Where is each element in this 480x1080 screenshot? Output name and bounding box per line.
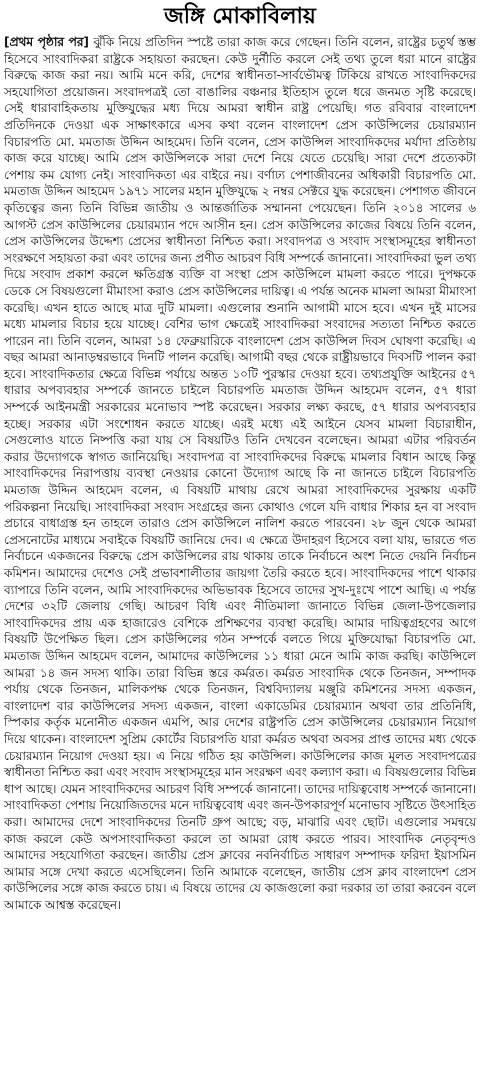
continuation-label: প্রথম পৃষ্ঠার পর	[9, 34, 84, 49]
article-headline: জঙ্গি মোকাবিলায়	[164, 4, 316, 29]
continuation-close-bracket: ]	[83, 35, 94, 49]
continuation-open-bracket: [	[4, 35, 10, 49]
article-paragraph: ঝুঁকি নিয়ে প্রতিদিন স্পষ্টে তারা কাজ করে গেছেন। তিনি বলেন, রাষ্ট্রের চতুর্থ স্তম্ভ হিসেবে সাংবাদিকরা রাষ্ট্রকে সহায়তা করছেন। কেউ দুর্নীতি করলে সেই তথ্য তুলে ধরা মানে রাষ্ট্রের বিরুদ্ধে কাজ করা নয়। আমি মনে করি, দেশের স্বাধীনতা-সার্বভৌমত্ব টিকিয়ে রাখতে সাংবাদিকদের সহযোগিতা প্রয়োজন। সংবাদপত্রই তো বাঙালির বঞ্চনার ইতিহাস তুলে ধরে জনমত সৃষ্টি করেছে। সেই ধারাবাহিকতায় মুক্তিযুদ্ধের মধ্য দিয়ে আমরা স্বাধীন রাষ্ট্র পেয়েছি। গত রবিবার বাংলাদেশ প্রতিদিনকে দেওয়া এক সাক্ষাৎকারে এসব কথা বলেন বাংলাদেশ প্রেস কাউন্সিলের চেয়ারম্যান বিচারপতি মো. মমতাজ উদ্দিন আহমেদ। তিনি বলেন, প্রেস কাউন্সিল সাংবাদিকদের মর্যাদা প্রতিষ্ঠায় কাজ করে যাচ্ছে। আমি প্রেস কাউন্সিলকে সারা দেশে নিয়ে যেতে চেয়েছি। সারা দেশে প্রত্যেকটা পেশায় কম যোগ্য নেই। সাংবাদিকতা এর বাইরে নয়। বর্ণাঢ্য পেশাজীবনের অধিকারী বিচারপতি মো. মমতাজ উদ্দিন আহমেদ ১৯৭১ সালের মহান মুক্তিযুদ্ধে ২ নম্বর সেক্টরে যুদ্ধ করেছেন। পেশাগত জীবনে কৃতিত্বের জন্য তিনি বিভিন্ন জাতীয় ও আন্তর্জাতিক সম্মাননা পেয়েছেন। তিনি ২০১৪ সালের ৬ আগস্ট প্রেস কাউন্সিলের চেয়ারম্যান পদে আসীন হন। প্রেস কাউন্সিলের কাজের বিষয়ে তিনি বলেন, প্রেস কাউন্সিলের উদ্দেশ্য প্রেসের স্বাধীনতা নিশ্চিত করা। সংবাদপত্র ও সংবাদ সংস্থাসমূহের স্বাধীনতা সংরক্ষণে সহায়তা করা এবং তাদের জন্য প্রণীত আচরণ বিধি সম্পর্কে জানানো। সাংবাদিকরা ভুল তথ্য দিয়ে সংবাদ প্রকাশ করলে ক্ষতিগ্রস্ত ব্যক্তি বা সংস্থা প্রেস কাউন্সিলে মামলা করতে পারে। দুপক্ষকে ডেকে সে বিষয়গুলো মীমাংসা করাও প্রেস কাউন্সিলের দায়িত্ব। এ পর্যন্ত অনেক মামলা আমরা মীমাংসা করেছি। এখন হাতে আছে মাত্র দুটি মামলা। এগুলোর শুনানি আগামী মাসে হবে। এখন দুই মাসের মধ্যে মামলার বিচার হয়ে যাচ্ছে। বেশির ভাগ ক্ষেত্রেই সাংবাদিকরা সংবাদের সত্যতা নিশ্চিত করতে পারেন না। তিনি বলেন, আমরা ১৪ ফেব্রুয়ারিকে বাংলাদেশ প্রেস কাউন্সিল দিবস ঘোষণা করেছি। এ বছর আমরা আনাড়ম্বরভাবে দিনটি পালন করেছি। আগামী বছর থেকে রাষ্ট্রীয়ভাবে দিবসটি পালন করা হবে। সাংবাদিকতার ক্ষেত্রে বিভিন্ন পর্যায়ে অন্তত ১০টি পুরস্কার দেওয়া হবে। তথ্যপ্রযুক্তি আইনের ৫৭ ধারার অপব্যবহার সম্পর্কে জানতে চাইলে বিচারপতি মমতাজ উদ্দিন আহমেদ বলেন, ৫৭ ধারা সম্পর্কে আইনমন্ত্রী সরকারের মনোভাব স্পষ্ট করেছেন। সরকার লক্ষ্য করছে, ৫৭ ধারার অপব্যবহার হচ্ছে। সরকার এটা সংশোধন করতে যাচ্ছে। এরই মধ্যে এই আইনে যেসব মামলা বিচারাধীন, সেগুলোও যাতে নিষ্পত্তি করা যায় সে বিষয়টিও তিনি দেখবেন বলেছেন। আমরা এটার পরিবর্তন করার উদ্যোগকে স্বাগত জানিয়েছি। সংবাদপত্র বা সাংবাদিকদের বিরুদ্ধে মামলার বিধান আছে কিন্তু সাংবাদিকদের নিরাপত্তায় ব্যবস্থা নেওয়ার কোনো উদ্যোগ আছে কি না জানতে চাইলে বিচারপতি মমতাজ উদ্দিন আহমেদ বলেন, এ বিষয়টি মাথায় রেখে আমরা সাংবাদিকদের সুরক্ষায় একটি পরিকল্পনা নিয়েছি। সাংবাদিকরা সংবাদ সংগ্রহের জন্য কোথাও গেলে যদি বাধার শিকার হন বা সংবাদ প্রচারে বাধাগ্রস্ত হন তাহলে তারাও প্রেস কাউন্সিলে নালিশ করতে পারবেন। ২৮ জুন থেকে আমরা প্রেসনোটের মাধ্যমে সবাইকে বিষয়টি জানিয়ে দেব। এ ক্ষেত্রে উদাহরণ হিসেবে বলা যায়, ভারতে গত নির্বাচনে একজনের বিরুদ্ধে প্রেস কাউন্সিলের রায় থাকায় তাকে নির্বাচনে অংশ নিতে দেয়নি নির্বাচন কমিশন। আমাদের দেশেও সেই প্রভাবশালীতার জায়গা তৈরি করতে হবে। সাংবাদিকদের পাশে থাকার ব্যাপারে তিনি বলেন, আমি সাংবাদিকদের অভিভাবক হিসেবে তাদের সুখ-দুঃখে পাশে আছি। এ পর্যন্ত দেশের ৩২টি জেলায় গেছি। আচরণ বিধি এবং নীতিমালা জানাতে বিভিন্ন জেলা-উপজেলার সাংবাদিকদের প্রায় এক হাজারেও বেশিকে প্রশিক্ষণের ব্যবস্থা করেছি। আমার দায়িত্বগ্রহণের আগে বিষয়টি উপেক্ষিত ছিল। প্রেস কাউন্সিলের গঠন সম্পর্কে বলতে গিয়ে মুক্তিযোদ্ধা বিচারপতি মো. মমতাজ উদ্দিন আহমেদ বলেন, আমাদের কাউন্সিলের ১১ ধারা মেনে আমি কাজ করছি। কাউন্সিলে আমরা ১৪ জন সদস্য থাকি। তারা বিভিন্ন স্তরে কর্মরত। কর্মরত সাংবাদিক থেকে তিনজন, সম্পাদক পর্যায় থেকে তিনজন, মালিকপক্ষ থেকে তিনজন, বিশ্ববিদ্যালয় মঞ্জুরি কমিশনের সদস্য একজন, বাংলাদেশ বার কাউন্সিলের সদস্য একজন, বাংলা একাডেমির চেয়ারম্যান অথবা তার প্রতিনিধি, স্পিকার কর্তৃক মনোনীত একজন এমপি, আর দেশের রাষ্ট্রপতি প্রেস কাউন্সিলের চেয়ারম্যান নিয়োগ দিয়ে থাকেন। বাংলাদেশ সুপ্রিম কোর্টের বিচারপতি যারা কর্মরত অথবা অবসর প্রাপ্ত তাদের মধ্য থেকে চেয়ারম্যান নিয়োগ দেওয়া হয়। এ নিয়ে গঠিত হয় কাউন্সিল। কাউন্সিলের কাজ মূলত সংবাদপত্রের স্বাধীনতা নিশ্চিত করা এবং সংবাদ সংস্থাসমূহের মান সংরক্ষণ এবং কল্যাণ করা। এ বিষয়গুলোর বিভিন্ন ধাপ আছে। যেমন সাংবাদিকদের আচরণ বিধি সম্পর্কে জানানো। তাদের দায়িত্ববোধ সম্পর্কে জানানো। সাংবাদিকতা পেশায় নিয়োজিতদের মনে দায়িত্ববোধ এবং জন-উপকারপূর্ণ মনোভাব সৃষ্টিতে উৎসাহিত করা। আমাদের দেশে সাংবাদিকদের তিনটি গ্রুপ আছে; বড়, মাঝারি এবং ছোট। এগুলোর সমন্বয়ে কাজ করলে কেউ অপসাংবাদিকতা করলে তা আমরা রোধ করতে পারব। সাংবাদিক নেতৃবৃন্দও আমাদের সহযোগিতা করছেন। জাতীয় প্রেস ক্লাবের নবনির্বাচিত সাধারণ সম্পাদক ফরিদা ইয়াসমিন আমার সঙ্গে দেখা করতে এসেছিলেন। তিনি আমাকে বলেছেন, জাতীয় প্রেস ক্লাব বাংলাদেশ প্রেস কাউন্সিলের সঙ্গে কাজ করতে চায়। এ বিষয়ে তাদের যে কাজগুলো করা দরকার তা তারা করবেন বলে আমাকে আশ্বস্ত করেছেন।	[4, 35, 476, 912]
article-body	[4, 34, 476, 913]
